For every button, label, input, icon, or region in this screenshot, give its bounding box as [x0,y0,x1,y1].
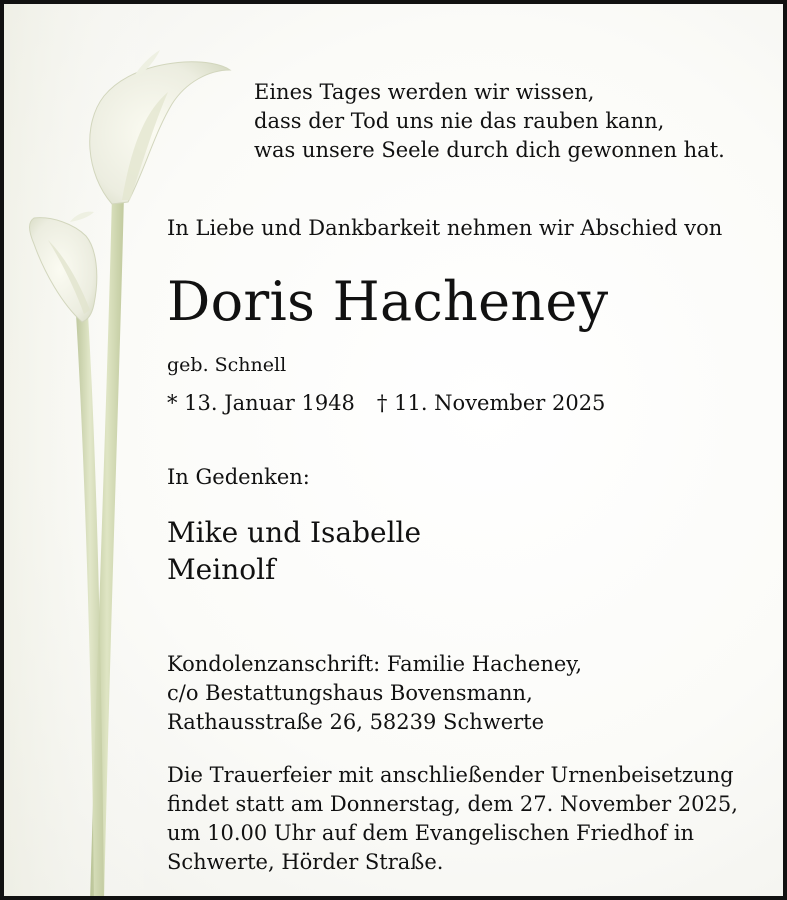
funeral-details [167,761,738,877]
condolence-line: Rathausstraße 26, 58239 Schwerte [167,710,545,734]
maiden-name: geb. Schnell [167,354,287,376]
poem-line: dass der Tod uns nie das rauben kann, [254,109,665,133]
funeral-line: findet statt am Donnerstag, dem 27. November 2025, [167,792,738,816]
death-date: † 11. November 2025 [376,391,606,415]
poem-line: Eines Tages werden wir wissen, [254,80,595,104]
life-dates [167,391,605,415]
poem [254,78,725,165]
condolence-line: c/o Bestattungshaus Bovensmann, [167,681,533,705]
farewell-intro: In Liebe und Dankbarkeit nehmen wir Abschied von [167,216,723,240]
funeral-line: Die Trauerfeier mit anschließender Urnenbeisetzung [167,763,734,787]
survivors-list [167,514,421,588]
birth-date: * 13. Januar 1948 [167,391,355,415]
condolence-address [167,650,582,737]
poem-line: was unsere Seele durch dich gewonnen hat. [254,138,725,162]
condolence-line: Kondolenzanschrift: Familie Hacheney, [167,652,583,676]
survivor-name: Mike und Isabelle [167,516,422,549]
funeral-line: Schwerte, Hörder Straße. [167,850,444,874]
memory-label: In Gedenken: [167,465,310,489]
survivor-name: Meinolf [167,553,276,586]
deceased-name: Doris Hacheney [167,270,609,333]
funeral-line: um 10.00 Uhr auf dem Evangelischen Friedhof in [167,821,695,845]
